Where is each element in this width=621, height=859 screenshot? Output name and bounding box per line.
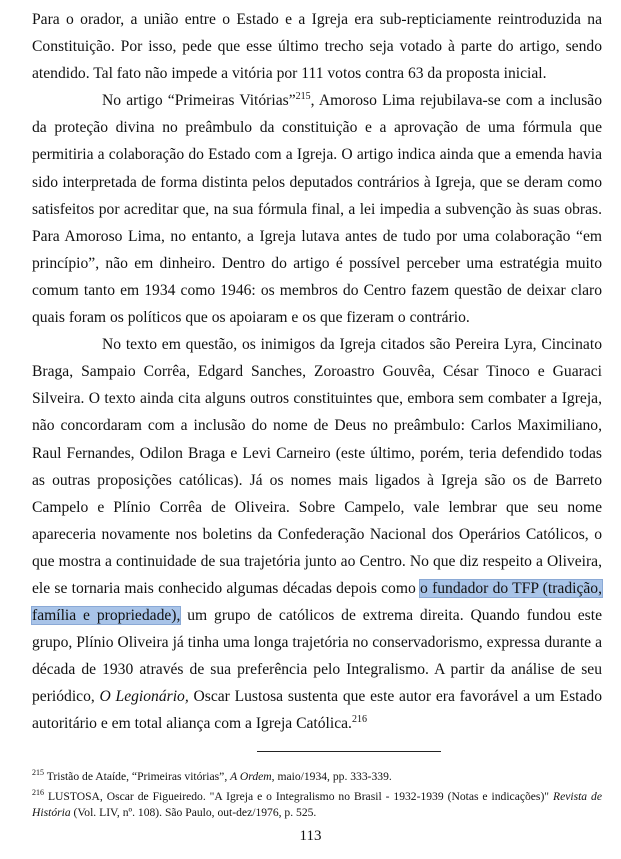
document-body: [32, 6, 602, 738]
periodical-title: O Legionário,: [99, 688, 189, 706]
paragraph-2-text-start: No artigo “Primeiras Vitórias”: [102, 92, 296, 110]
paragraph-1-text: Para o orador, a união entre o Estado e a Igreja era sub-repticiamente reintroduzida na Constituição. Por isso, pede que esse último trecho seja votado à parte do artigo, sendo atendido. Tal fato não impede a vitória por 111 votos contra 63 da proposta inicial.: [32, 11, 602, 83]
footnote-216: [32, 789, 602, 822]
footnote-ref-216[interactable]: 216: [351, 714, 367, 726]
footnote-separator: [257, 751, 441, 752]
paragraph-2-text-end: , Amoroso Lima rejubilava-se com a inclusão da proteção divina no preâmbulo da constituição e a aprovação de uma fórmula que permitiria a colaboração do Estado com a Igreja. O artigo indica ainda que a emenda havia sido interpretada de forma distinta pelos deputados contrários à Igreja, que se deram como satisfeitos por acreditar que, na sua fórmula final, a lei impedia a subvenção às suas obras. Para Amoroso Lima, no entanto, a Igreja lutava antes de tudo por uma colaboração “em princípio”, não em dinheiro. Dentro do artigo é possível perceber uma estratégia muito comum tanto em 1934 como 1946: os membros do Centro fazem questão de deixar claro quais foram os políticos que os apoiaram e os que fizeram o contrário.: [32, 92, 602, 327]
footnote-italic: Revista de História: [32, 789, 602, 819]
footnote-215: [32, 769, 602, 786]
paragraph-1: [32, 6, 602, 87]
footnote-ref-215[interactable]: 215: [295, 91, 311, 103]
footnotes: [32, 769, 602, 825]
paragraph-3-text-start: No texto em questão, os inimigos da Igreja citados são Pereira Lyra, Cincinato Braga, Sampaio Corrêa, Edgard Sanches, Zoroastro Gouvêa, César Tinoco e Guaraci Silveira. O texto ainda cita alguns outros constituintes que, embora sem combater a Igreja, não concordaram com a inclusão do nome de Deus no preâmbulo: Carlos Maximiliano, Raul Fernandes, Odilon Braga e Levi Carneiro (este último, porém, teria defendido todas as outras proposições católicas). Já os nomes mais ligados à Igreja são os de Barreto Campelo e Plínio Corrêa de Oliveira. Sobre Campelo, vale lembrar que seu nome apareceria novamente nos boletins da Confederação Nacional dos Operários Católicos, o que mostra a continuidade de sua trajetória junto ao Centro. No que diz respeito a Oliveira, ele se tornaria mais conhecido algumas décadas depois como: [32, 336, 602, 597]
footnote-text: Tristão de Ataíde, “Primeiras vitórias”,: [44, 770, 231, 783]
paragraph-3: [32, 331, 602, 737]
footnote-italic: A Ordem: [230, 770, 272, 783]
footnote-text-end: (Vol. LIV, nº. 108). São Paulo, out-dez/1976, p. 525.: [70, 806, 317, 819]
footnote-text-end: , maio/1934, pp. 333-339.: [271, 770, 392, 783]
footnote-number: 216: [32, 787, 44, 797]
footnote-text: LUSTOSA, Oscar de Figueiredo. "A Igreja e o Integralismo no Brasil - 1932-1939 (Notas e indicações)": [44, 789, 553, 803]
paragraph-2: [32, 87, 602, 331]
paragraph-3-text-middle: um grupo de católicos de extrema direita. Quando fundou este grupo, Plínio Oliveira já tinha uma longa trajetória no conservadorismo, expressa durante a década de 1930 através de sua preferência pelo Integralismo. A partir da análise de seu periódico,: [32, 607, 602, 706]
paragraph-3-text-end: Oscar Lustosa sustenta que este autor era favorável a um Estado autoritário e em total aliança com a Igreja Católica.: [32, 688, 602, 733]
footnote-number: 215: [32, 768, 44, 778]
page-number: 113: [299, 828, 322, 844]
selected-text-highlight[interactable]: o fundador do TFP (tradição, família e propriedade),: [32, 579, 602, 625]
